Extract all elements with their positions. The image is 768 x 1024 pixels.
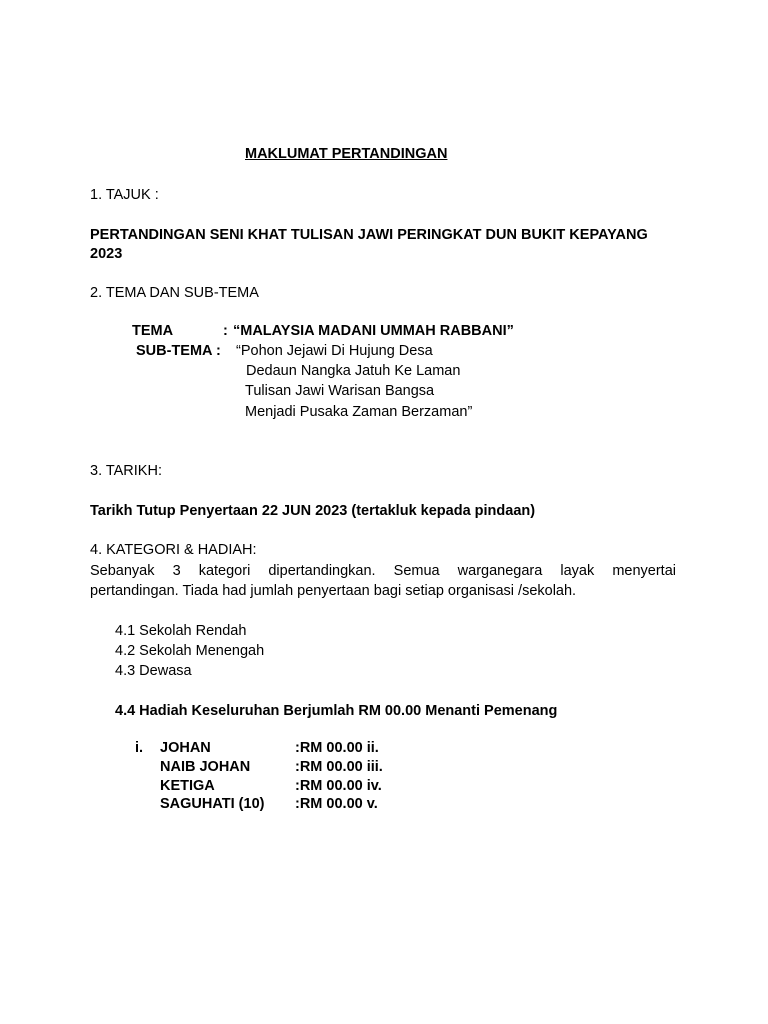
tema-colon: :	[223, 323, 228, 339]
competition-title-line1: PERTANDINGAN SENI KHAT TULISAN JAWI PERINGKAT DUN BUKIT KEPAYANG	[90, 227, 648, 243]
section-3-heading: 3. TARIKH:	[90, 463, 162, 479]
subtema-line: Dedaun Nangka Jatuh Ke Laman	[246, 363, 461, 379]
section-1-heading: 1. TAJUK :	[90, 187, 159, 203]
prize-amount: :RM 00.00 v.	[295, 796, 378, 812]
category-paragraph-line1: Sebanyak 3 kategori dipertandingkan. Semua warganegara layak menyertai	[90, 563, 676, 579]
competition-title-line2: 2023	[90, 246, 123, 262]
prize-amount: :RM 00.00 iii.	[295, 759, 383, 775]
prize-name: KETIGA	[160, 778, 215, 794]
prize-amount: :RM 00.00 ii.	[295, 740, 379, 756]
section-2-heading: 2. TEMA DAN SUB-TEMA	[90, 285, 259, 301]
prize-amount: :RM 00.00 iv.	[295, 778, 382, 794]
section-4-heading: 4. KATEGORI & HADIAH:	[90, 542, 257, 558]
prize-heading: 4.4 Hadiah Keseluruhan Berjumlah RM 00.00 Menanti Pemenang	[115, 703, 558, 719]
category-item: 4.3 Dewasa	[115, 663, 192, 679]
subtema-line: Tulisan Jawi Warisan Bangsa	[245, 383, 435, 399]
subtema-label: SUB-TEMA :	[136, 343, 221, 359]
category-item: 4.2 Sekolah Menengah	[115, 643, 265, 659]
tema-label: TEMA	[132, 323, 174, 339]
closing-date-text: Tarikh Tutup Penyertaan 22 JUN 2023 (tertakluk kepada pindaan)	[90, 503, 536, 519]
prize-name: SAGUHATI (10)	[160, 796, 265, 812]
category-paragraph-line2: pertandingan. Tiada had jumlah penyertaan bagi setiap organisasi /sekolah.	[90, 583, 577, 599]
document-title: MAKLUMAT PERTANDINGAN	[245, 146, 448, 162]
subtema-line: “Pohon Jejawi Di Hujung Desa	[236, 343, 433, 359]
prize-list-numeral: i.	[135, 740, 144, 756]
category-item: 4.1 Sekolah Rendah	[115, 623, 247, 639]
subtema-line: Menjadi Pusaka Zaman Berzaman”	[245, 404, 473, 420]
prize-name: JOHAN	[160, 740, 211, 756]
prize-name: NAIB JOHAN	[160, 759, 251, 775]
tema-value: “MALAYSIA MADANI UMMAH RABBANI”	[233, 323, 514, 339]
